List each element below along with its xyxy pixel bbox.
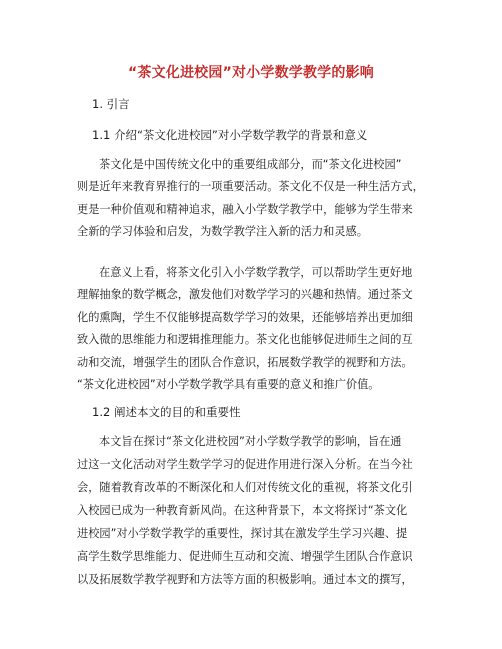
paragraph-line: 以及拓展数学教学视野和方法等方面的积极影响。通过本文的撰写，: [77, 573, 413, 586]
section-heading-1-1: 1.1 介绍“茶文化进校园”对小学数学教学的背景和意义: [92, 128, 368, 142]
paragraph-line: 入校园已成为一种教育新风尚。在这种背景下，本文将探讨“茶文化: [77, 504, 408, 517]
paragraph-line: 茶文化是中国传统文化中的重要组成部分，而“茶文化进校园”: [99, 158, 402, 171]
paragraph-line: 本文旨在探讨“茶文化进校园”对小学数学教学的影响，旨在通: [99, 435, 402, 448]
paragraph-3: [77, 430, 427, 591]
document-title: “茶文化进校园”对小学数学教学的影响: [127, 65, 374, 81]
paragraph-line: 化的熏陶，学生不仅能够提高数学学习的效果，还能够培养出更加细: [77, 310, 413, 324]
paragraph-line: 在意义上看，将茶文化引入小学数学教学，可以帮助学生更好地: [99, 266, 413, 279]
paragraph-line: 全新的学习体验和启发，为数学教学注入新的活力和灵感。: [77, 225, 368, 239]
paragraph-line: 高学生数学思维能力、促进师生互动和交流、增强学生团队合作意识: [77, 550, 413, 563]
paragraph-line: 更是一种价值观和精神追求，融入小学数学教学中，能够为学生带来: [77, 202, 413, 216]
paragraph-line: 过这一文化活动对学生数学学习的促进作用进行深入分析。在当今社: [77, 458, 413, 471]
section-heading-1-2: 1.2 阐述本文的目的和重要性: [92, 405, 241, 419]
paragraph-2: [77, 262, 427, 396]
paragraph-line: 致入微的思维能力和逻辑推理能力。茶文化也能够促进师生之间的互: [77, 333, 413, 347]
paragraph-1: [77, 154, 427, 244]
paragraph-line: 理解抽象的数学概念，激发他们对数学学习的兴趣和热情。通过茶文: [77, 288, 413, 302]
paragraph-line: 则是近年来教育界推行的一项重要活动。茶文化不仅是一种生活方式，: [77, 180, 424, 194]
paragraph-line: 会，随着教育改革的不断深化和人们对传统文化的重视，将茶文化引: [77, 481, 413, 494]
paragraph-line: 动和交流，增强学生的团队合作意识，拓展数学教学的视野和方法。: [77, 355, 413, 369]
section-heading-1: 1. 引言: [92, 97, 130, 111]
paragraph-line: 进校园”对小学数学教学的重要性，探讨其在激发学生学习兴趣、提: [77, 527, 408, 540]
paragraph-line: “茶文化进校园”对小学数学教学具有重要的意义和推广价值。: [77, 377, 380, 391]
